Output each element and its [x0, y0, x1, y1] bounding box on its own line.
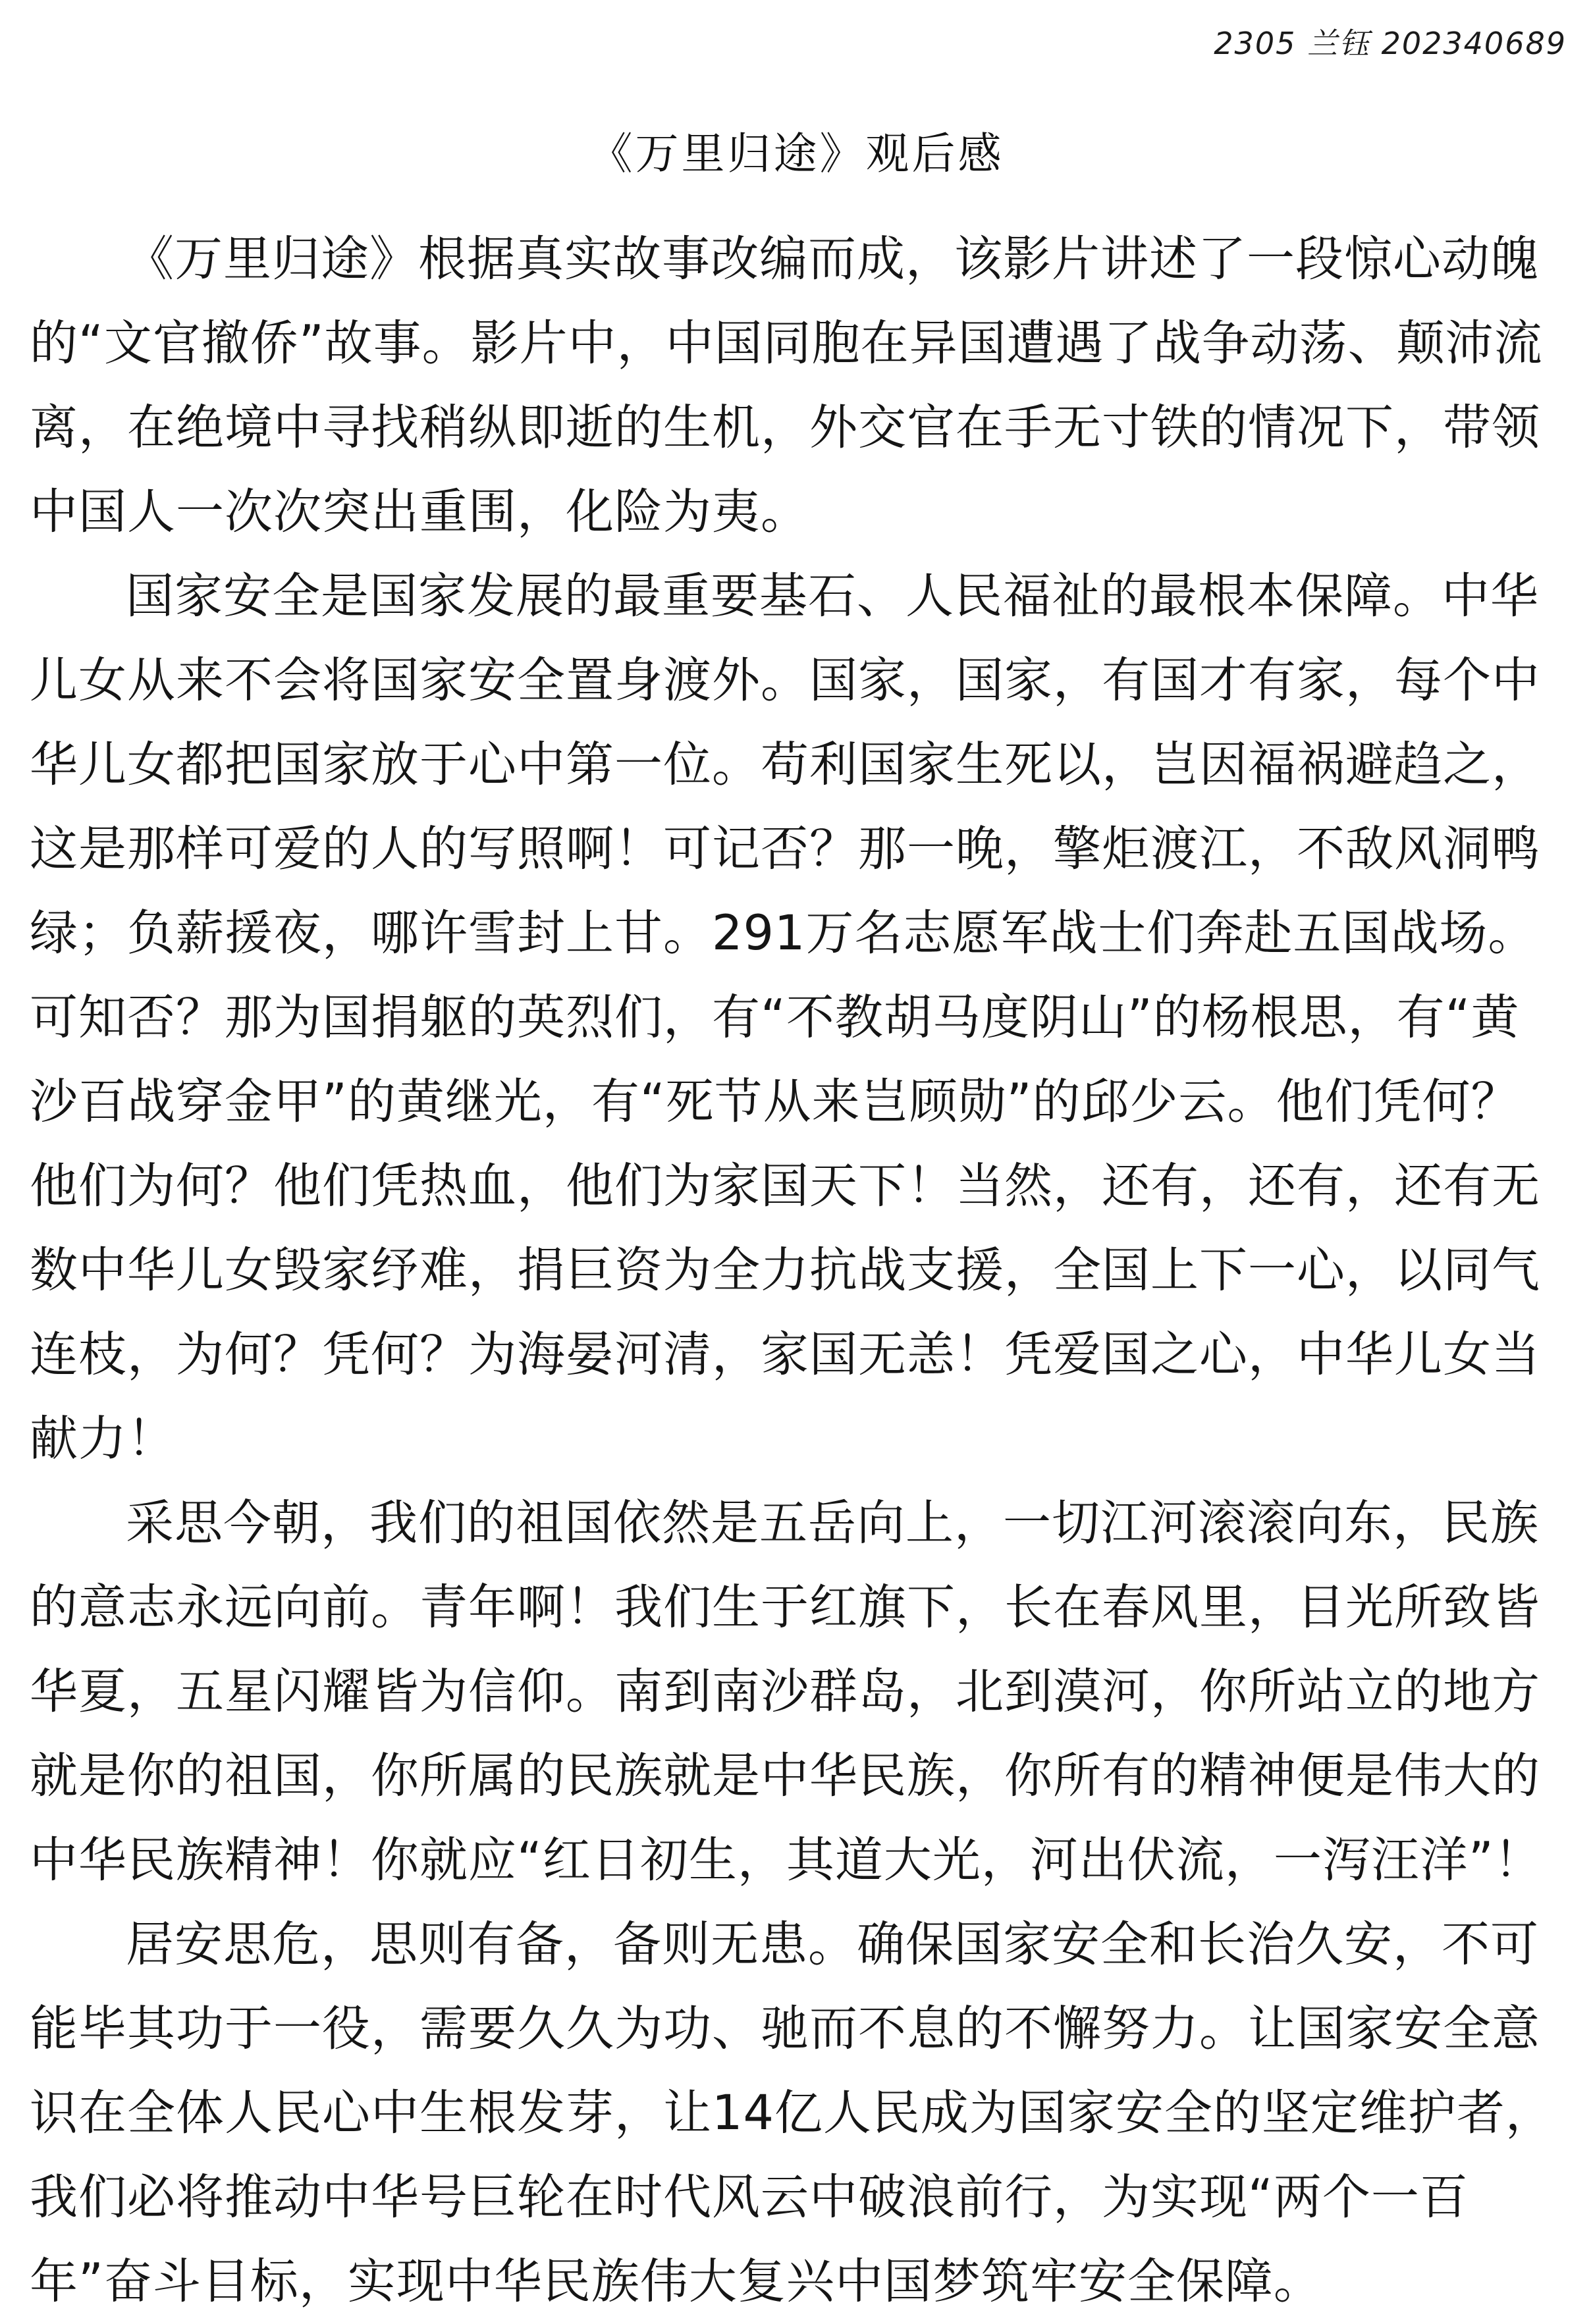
student-id-line: 2305 兰钰 202340689 — [1214, 26, 1567, 61]
essay-body — [30, 217, 1557, 2324]
paragraph: 国家安全是国家发展的最重要基石、人民福祉的最根本保障。中华儿女从来不会将国家安全置身渡外。国家，国家，有国才有家，每个中华儿女都把国家放于心中第一位。苟利国家生死以，岂因福祸避趋之，这是那样可爱的人的写照啊！可记否？那一晚，擎炬渡江，不敌风洞鸭绿；负薪援夜，哪许雪封上甘。291万名志愿军战士们奔赴五国战场。可知否？那为国捐躯的英烈们，有“不教胡马度阴山”的杨根思，有“黄沙百战穿金甲”的黄继光，有“死节从来岂顾勋”的邱少云。他们凭何？他们为何？他们凭热血，他们为家国天下！当然，还有，还有，还有无数中华儿女毁家纾难，捐巨资为全力抗战支援，全国上下一心，以同气连枝，为何？凭何？为海晏河清，家国无恙！凭爱国之心，中华儿女当献力！ — [30, 568, 1540, 1467]
paragraph: 采思今朝，我们的祖国依然是五岳向上，一切江河滚滚向东，民族的意志永远向前。青年啊！我们生于红旗下，长在春风里，目光所致皆华夏，五星闪耀皆为信仰。南到南沙群岛，北到漠河，你所站立的地方就是你的祖国，你所属的民族就是中华民族，你所有的精神便是伟大的中华民族精神！你就应“红日初生，其道大光，河出伏流，一泻汪洋”！ — [30, 1495, 1543, 1888]
paragraph: 《万里归途》根据真实故事改编而成，该影片讲述了一段惊心动魄的“文官撤侨”故事。影片中，中国同胞在异国遭遇了战争动荡、颠沛流离，在绝境中寻找稍纵即逝的生机，外交官在手无寸铁的情况下，带领中国人一次次突出重围，化险为夷。 — [30, 231, 1543, 540]
paragraph: 居安思危，思则有备，备则无患。确保国家安全和长治久安，不可能毕其功于一役，需要久久为功、驰而不息的不懈努力。让国家安全意识在全体人民心中生根发芽，让14亿人民成为国家安全的坚定维护者，我们必将推动中华号巨轮在时代风云中破浪前行，为实现“两个一百年”奋斗目标，实现中华民族伟大复兴中国梦筑牢安全保障。 — [30, 1916, 1554, 2310]
essay-title: 《万里归途》观后感 — [589, 128, 1004, 179]
